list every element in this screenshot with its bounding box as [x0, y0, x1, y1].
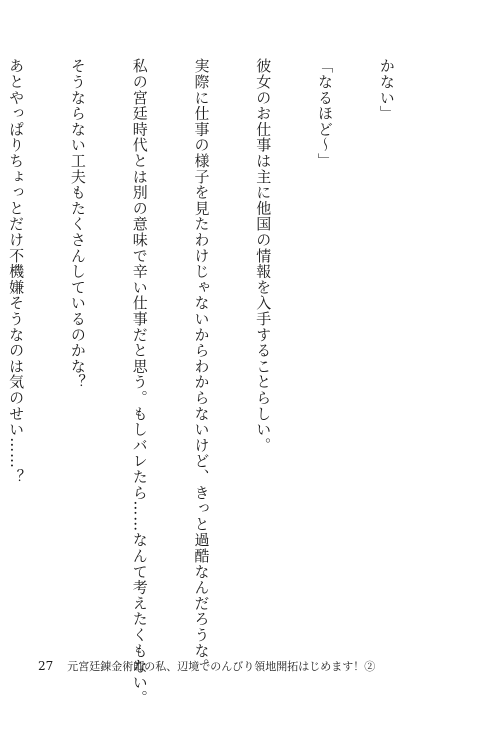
book-title: 元宮廷錬金術師の私、辺境でのんびり領地開拓はじめます！②: [67, 660, 376, 673]
page-number: 27: [38, 659, 54, 673]
text-line: 彼女のお仕事は主に他国の情報を入手することらしい。: [254, 58, 273, 453]
text-line: あとやっぱりちょっとだけ不機嫌そうなのは気のせい……？: [7, 58, 26, 485]
text-line: そうならない工夫もたくさんしているのかな？: [68, 58, 87, 390]
page-footer: [38, 659, 375, 674]
text-line: 「なるほど〜」: [316, 58, 335, 169]
text-line: 私の宮廷時代とは別の意味で辛い仕事だと思う。もしバレたら……なんて考えたくもない。: [130, 58, 149, 706]
text-line: 実際に仕事の様子を見たわけじゃないからわからないけど、きっと過酷なんだろうな。: [192, 58, 211, 675]
text-line: かない」: [377, 58, 396, 122]
